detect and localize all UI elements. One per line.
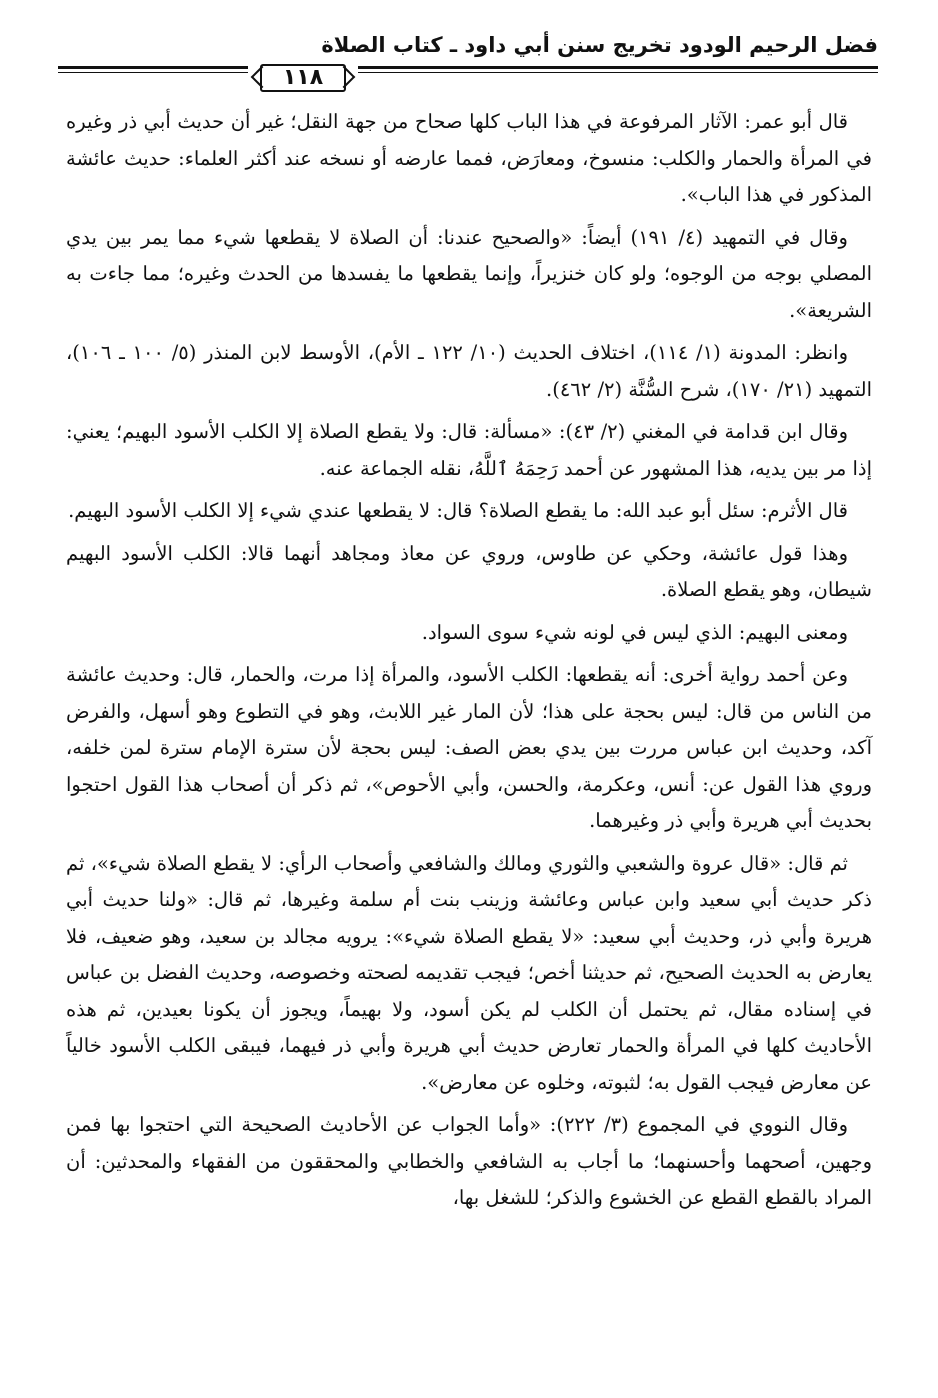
paragraph: ثم قال: «قال عروة والشعبي والثوري ومالك والشافعي وأصحاب الرأي: لا يقطع الصلاة شيء»، ثم ذكر حديث أبي سعيد وابن عباس وعائشة وزينب بنت أم سلمة وغيرها، ثم قال: «ولنا حديث أبي هريرة وأبي ذر، وحديث أبي سعيد: «لا يقطع الصلاة شيء»: يرويه مجالد بن سعيد، وهو ضعيف، فلا يعارض به الحديث الصحيح، ثم حديثنا أخص؛ فيجب تقديمه لصحته وخصوصه، وحديث الفضل بن عباس في إسناده مقال، ثم يحتمل أن الكلب لم يكن أسود، ولا بهيماً، ويجوز أن يكونا بعيدين، ثم هذه الأحاديث كلها في المرأة والحمار تعارض حديث أبي هريرة وأبي ذر فيهما، فيبقى الكلب الأسود خالياً عن معارض فيجب القول به؛ لثبوته، وخلوه عن معارض». (66, 851, 872, 1094)
paragraph: وقال ابن قدامة في المغني (٢/ ٤٣): «مسألة: قال: ولا يقطع الصلاة إلا الكلب الأسود البهيم؛ يعني: إذا مر بين يديه، هذا المشهور عن أحمد رَحِمَهُ ٱللَّهُ، نقله الجماعة عنه. (66, 420, 872, 480)
page-number-frame (248, 62, 358, 92)
paragraph: قال أبو عمر: الآثار المرفوعة في هذا الباب كلها صحاح من جهة النقل؛ غير أن حديث أبي ذر وغيره في المرأة والحمار والكلب: منسوخ، ومعارَض، فمما عارضه أو نسخه عند أكثر العلماء: حديث عائشة المذكور في هذا الباب». (66, 110, 872, 206)
paragraph: ومعنى البهيم: الذي ليس في لونه شيء سوى السواد. (421, 620, 848, 644)
paragraph: وقال في التمهيد (٤/ ١٩١) أيضاً: «والصحيح عندنا: أن الصلاة لا يقطعها شيء مما يمر بين يدي المصلي بوجه من الوجوه؛ ولو كان خنزيراً، وإنما يقطعها ما يفسدها من الحدث وغيره؛ مما جاءت به الشريعة». (66, 225, 872, 322)
paragraph: وقال النووي في المجموع (٣/ ٢٢٢): «وأما الجواب عن الأحاديث الصحيحة التي احتجوا بها فمن وجهين، أصحهما وأحسنهما؛ ما أجاب به الشافعي والخطابي والمحققون من الفقهاء والمحدثين: أن المراد بالقطع القطع عن الخشوع والذكر؛ للشغل بها، (66, 1113, 872, 1209)
running-title: فضل الرحيم الودود تخريج سنن أبي داود ـ كتاب الصلاة (321, 33, 878, 57)
page-number: ١١٨ (260, 64, 346, 92)
body-text (66, 104, 872, 1223)
paragraph: وانظر: المدونة (١/ ١١٤)، اختلاف الحديث (١٠/ ١٢٢ ـ الأم)، الأوسط لابن المنذر (٥/ ١٠٠ ـ ١٠٦)، التمهيد (٢١/ ١٧٠)، شرح السُّنَّة (٢/ ٤٦٢). (66, 341, 872, 401)
header-rule-thin (58, 72, 878, 73)
page-header (58, 28, 878, 88)
paragraph: وعن أحمد رواية أخرى: أنه يقطعها: الكلب الأسود، والمرأة إذا مرت، والحمار، قال: وحديث عائشة من الناس من قال: ليس بحجة على هذا؛ لأن المار غير اللابث، وهو في التطوع وهو أسهل، والفرض آكد، وحديث ابن عباس مررت بين يدي بعض الصف: ليس بحجة لأن سترة الإمام سترة لمن خلفه، وروي هذا القول عن: أنس، وعكرمة، والحسن، وأبي الأحوص»، ثم ذكر أن أصحاب هذا القول احتجوا بحديث أبي هريرة وأبي ذر وغيرهما. (66, 663, 872, 832)
header-rule-thick (58, 66, 878, 69)
paragraph: قال الأثرم: سئل أبو عبد الله: ما يقطع الصلاة؟ قال: لا يقطعها عندي شيء إلا الكلب الأسود البهيم. (68, 499, 848, 522)
paragraph: وهذا قول عائشة، وحكي عن طاوس، وروي عن معاذ ومجاهد أنهما قالا: الكلب الأسود البهيم شيطان، وهو يقطع الصلاة. (66, 541, 872, 601)
